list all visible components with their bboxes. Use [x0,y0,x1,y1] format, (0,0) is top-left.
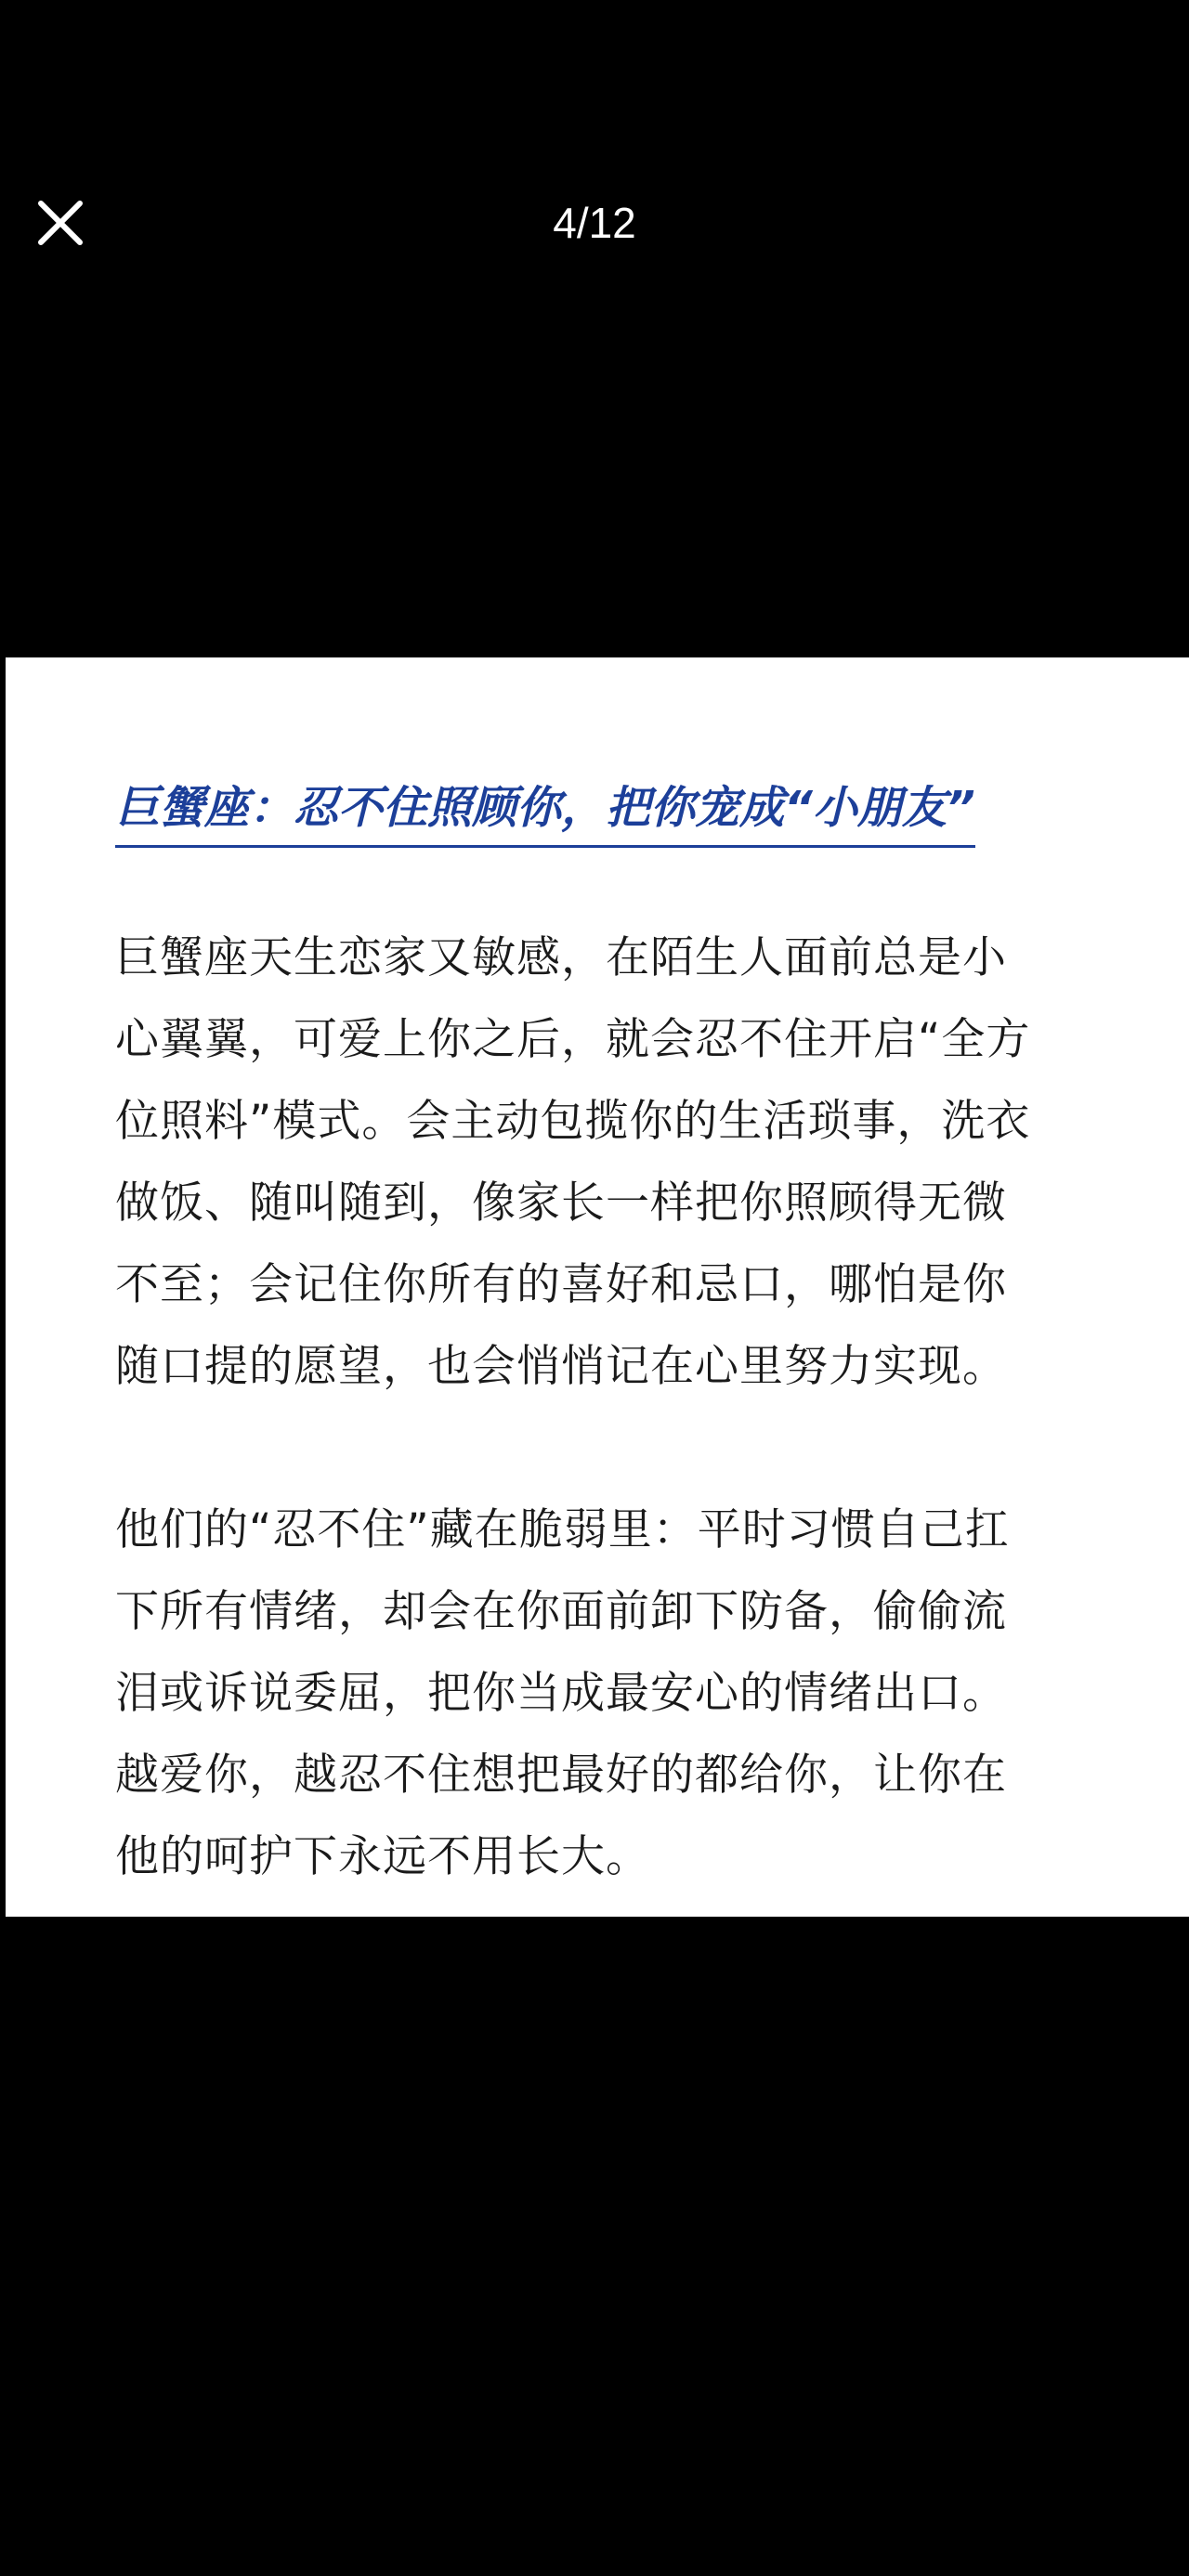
paragraph-line: 位照料”模式。会主动包揽你的生活琐事，洗衣 [115,1096,1031,1147]
article-paragraph-1 [115,917,1091,1408]
viewer-header [0,0,1189,446]
paragraph-line: 越爱你，越忍不住想把最好的都给你，让你在 [115,1750,1007,1801]
page-counter: 4/12 [553,199,636,247]
paragraph-line: 下所有情绪，却会在你面前卸下防备，偷偷流 [115,1586,1007,1637]
paragraph-line: 他们的“忍不住”藏在脆弱里：平时习惯自己扛 [115,1504,1010,1555]
article-title: 巨蟹座：忍不住照顾你，把你宠成“小朋友” [115,771,975,848]
article-paragraph-2 [115,1490,1091,1898]
paragraph-line: 心翼翼，可爱上你之后，就会忍不住开启“全方 [115,1014,1031,1065]
paragraph-line: 不至；会记住你所有的喜好和忌口，哪怕是你 [115,1259,1007,1310]
paragraph-line: 做饭、随叫随到，像家长一样把你照顾得无微 [115,1177,1007,1229]
paragraph-line: 巨蟹座天生恋家又敏感，在陌生人面前总是小 [115,932,1007,983]
viewer-footer [0,1917,1189,2576]
paragraph-line: 泪或诉说委屈，把你当成最安心的情绪出口。 [115,1668,1007,1719]
paragraph-line: 他的呵护下永远不用长大。 [115,1831,650,1882]
paragraph-line: 随口提的愿望，也会悄悄记在心里努力实现。 [115,1341,1007,1392]
article-image[interactable] [6,657,1189,1917]
